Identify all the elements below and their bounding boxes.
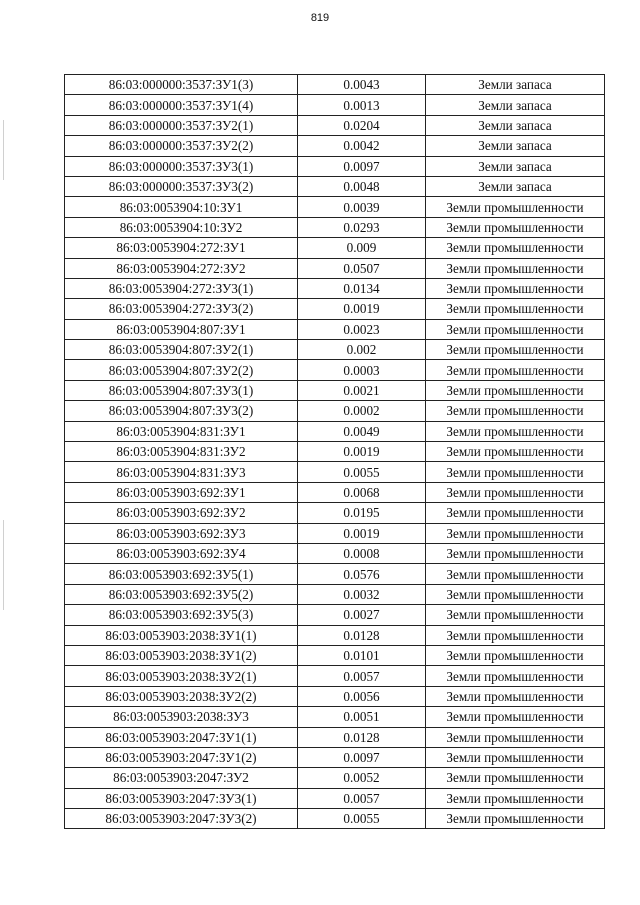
land-category-cell: Земли промышленности xyxy=(426,727,605,747)
cadastral-number-cell: 86:03:000000:3537:ЗУ1(3) xyxy=(65,75,298,95)
table-row xyxy=(65,768,605,788)
area-cell: 0.0052 xyxy=(298,768,426,788)
cadastral-number-cell: 86:03:0053904:807:ЗУ2(2) xyxy=(65,360,298,380)
area-cell: 0.0101 xyxy=(298,645,426,665)
table-row xyxy=(65,727,605,747)
land-category-cell: Земли промышленности xyxy=(426,319,605,339)
land-category-cell: Земли промышленности xyxy=(426,584,605,604)
area-cell: 0.0576 xyxy=(298,564,426,584)
table-row xyxy=(65,625,605,645)
area-cell: 0.0097 xyxy=(298,747,426,767)
area-cell: 0.0039 xyxy=(298,197,426,217)
land-category-cell: Земли промышленности xyxy=(426,707,605,727)
cadastral-number-cell: 86:03:0053903:692:ЗУ3 xyxy=(65,523,298,543)
table-row xyxy=(65,319,605,339)
land-category-cell: Земли промышленности xyxy=(426,564,605,584)
table-row xyxy=(65,605,605,625)
cadastral-number-cell: 86:03:000000:3537:ЗУ3(2) xyxy=(65,176,298,196)
land-category-cell: Земли промышленности xyxy=(426,299,605,319)
area-cell: 0.0019 xyxy=(298,442,426,462)
cadastral-number-cell: 86:03:000000:3537:ЗУ3(1) xyxy=(65,156,298,176)
land-category-cell: Земли запаса xyxy=(426,115,605,135)
land-category-cell: Земли промышленности xyxy=(426,625,605,645)
table-row xyxy=(65,401,605,421)
table-row xyxy=(65,421,605,441)
cadastral-number-cell: 86:03:0053903:2047:ЗУ1(1) xyxy=(65,727,298,747)
cadastral-number-cell: 86:03:0053903:692:ЗУ5(3) xyxy=(65,605,298,625)
area-cell: 0.0097 xyxy=(298,156,426,176)
land-category-cell: Земли запаса xyxy=(426,136,605,156)
land-category-cell: Земли промышленности xyxy=(426,380,605,400)
land-category-cell: Земли промышленности xyxy=(426,217,605,237)
cadastral-number-cell: 86:03:0053903:692:ЗУ5(2) xyxy=(65,584,298,604)
land-category-cell: Земли промышленности xyxy=(426,543,605,563)
area-cell: 0.0056 xyxy=(298,686,426,706)
cadastral-number-cell: 86:03:0053904:272:ЗУ1 xyxy=(65,238,298,258)
area-cell: 0.0051 xyxy=(298,707,426,727)
page-number: 819 xyxy=(310,12,330,24)
land-category-cell: Земли промышленности xyxy=(426,768,605,788)
land-category-cell: Земли промышленности xyxy=(426,747,605,767)
cadastral-number-cell: 86:03:0053903:692:ЗУ2 xyxy=(65,503,298,523)
table-row xyxy=(65,788,605,808)
land-category-cell: Земли промышленности xyxy=(426,442,605,462)
table-row xyxy=(65,197,605,217)
area-cell: 0.0055 xyxy=(298,809,426,829)
table-row xyxy=(65,217,605,237)
land-category-cell: Земли промышленности xyxy=(426,197,605,217)
area-cell: 0.0507 xyxy=(298,258,426,278)
cadastral-number-cell: 86:03:0053904:807:ЗУ3(1) xyxy=(65,380,298,400)
table-row xyxy=(65,462,605,482)
land-category-cell: Земли промышленности xyxy=(426,686,605,706)
cadastral-number-cell: 86:03:0053903:2038:ЗУ2(1) xyxy=(65,666,298,686)
cadastral-number-cell: 86:03:0053904:272:ЗУ2 xyxy=(65,258,298,278)
land-category-cell: Земли запаса xyxy=(426,176,605,196)
table-row xyxy=(65,564,605,584)
table-row xyxy=(65,809,605,829)
land-category-cell: Земли промышленности xyxy=(426,666,605,686)
table-row xyxy=(65,747,605,767)
table-row xyxy=(65,543,605,563)
area-cell: 0.0027 xyxy=(298,605,426,625)
table-row xyxy=(65,238,605,258)
table-row xyxy=(65,645,605,665)
cadastral-number-cell: 86:03:000000:3537:ЗУ2(1) xyxy=(65,115,298,135)
cadastral-number-cell: 86:03:0053903:2038:ЗУ2(2) xyxy=(65,686,298,706)
table-row xyxy=(65,707,605,727)
table-row xyxy=(65,278,605,298)
table-row xyxy=(65,299,605,319)
area-cell: 0.0023 xyxy=(298,319,426,339)
area-cell: 0.0048 xyxy=(298,176,426,196)
area-cell: 0.0021 xyxy=(298,380,426,400)
area-cell: 0.0042 xyxy=(298,136,426,156)
cadastral-number-cell: 86:03:0053903:2038:ЗУ3 xyxy=(65,707,298,727)
table-row xyxy=(65,75,605,95)
area-cell: 0.0002 xyxy=(298,401,426,421)
land-category-cell: Земли промышленности xyxy=(426,278,605,298)
cadastral-number-cell: 86:03:0053903:2047:ЗУ2 xyxy=(65,768,298,788)
area-cell: 0.0293 xyxy=(298,217,426,237)
area-cell: 0.0195 xyxy=(298,503,426,523)
land-parcels-table xyxy=(64,74,605,829)
scan-edge-line xyxy=(3,120,4,180)
area-cell: 0.0019 xyxy=(298,299,426,319)
land-category-cell: Земли промышленности xyxy=(426,462,605,482)
land-category-cell: Земли запаса xyxy=(426,156,605,176)
land-category-cell: Земли промышленности xyxy=(426,401,605,421)
area-cell: 0.0128 xyxy=(298,727,426,747)
cadastral-number-cell: 86:03:0053903:2047:ЗУ3(1) xyxy=(65,788,298,808)
area-cell: 0.0055 xyxy=(298,462,426,482)
area-cell: 0.0032 xyxy=(298,584,426,604)
area-cell: 0.0057 xyxy=(298,788,426,808)
table-row xyxy=(65,442,605,462)
cadastral-number-cell: 86:03:0053903:2047:ЗУ3(2) xyxy=(65,809,298,829)
table-row xyxy=(65,258,605,278)
land-category-cell: Земли запаса xyxy=(426,95,605,115)
land-category-cell: Земли промышленности xyxy=(426,238,605,258)
table-row xyxy=(65,360,605,380)
area-cell: 0.002 xyxy=(298,340,426,360)
cadastral-number-cell: 86:03:0053903:2047:ЗУ1(2) xyxy=(65,747,298,767)
table-row xyxy=(65,686,605,706)
land-category-cell: Земли промышленности xyxy=(426,258,605,278)
area-cell: 0.0134 xyxy=(298,278,426,298)
area-cell: 0.0008 xyxy=(298,543,426,563)
table-row xyxy=(65,666,605,686)
cadastral-number-cell: 86:03:0053903:692:ЗУ5(1) xyxy=(65,564,298,584)
area-cell: 0.0019 xyxy=(298,523,426,543)
land-category-cell: Земли промышленности xyxy=(426,523,605,543)
cadastral-number-cell: 86:03:0053903:692:ЗУ1 xyxy=(65,482,298,502)
table-row xyxy=(65,95,605,115)
area-cell: 0.0057 xyxy=(298,666,426,686)
table-row xyxy=(65,156,605,176)
land-category-cell: Земли промышленности xyxy=(426,788,605,808)
table-row xyxy=(65,115,605,135)
cadastral-number-cell: 86:03:0053904:831:ЗУ1 xyxy=(65,421,298,441)
table-row xyxy=(65,340,605,360)
land-category-cell: Земли промышленности xyxy=(426,809,605,829)
cadastral-number-cell: 86:03:0053903:2038:ЗУ1(2) xyxy=(65,645,298,665)
land-category-cell: Земли промышленности xyxy=(426,503,605,523)
area-cell: 0.0128 xyxy=(298,625,426,645)
area-cell: 0.0013 xyxy=(298,95,426,115)
cadastral-number-cell: 86:03:0053904:807:ЗУ2(1) xyxy=(65,340,298,360)
table-row xyxy=(65,176,605,196)
table-row xyxy=(65,523,605,543)
cadastral-number-cell: 86:03:0053904:807:ЗУ3(2) xyxy=(65,401,298,421)
area-cell: 0.009 xyxy=(298,238,426,258)
cadastral-number-cell: 86:03:0053903:2038:ЗУ1(1) xyxy=(65,625,298,645)
cadastral-number-cell: 86:03:0053904:807:ЗУ1 xyxy=(65,319,298,339)
cadastral-number-cell: 86:03:0053904:10:ЗУ1 xyxy=(65,197,298,217)
table-row xyxy=(65,380,605,400)
land-category-cell: Земли промышленности xyxy=(426,340,605,360)
cadastral-number-cell: 86:03:000000:3537:ЗУ1(4) xyxy=(65,95,298,115)
land-category-cell: Земли запаса xyxy=(426,75,605,95)
land-category-cell: Земли промышленности xyxy=(426,482,605,502)
scan-edge-line xyxy=(3,520,4,610)
land-category-cell: Земли промышленности xyxy=(426,605,605,625)
area-cell: 0.0204 xyxy=(298,115,426,135)
land-category-cell: Земли промышленности xyxy=(426,421,605,441)
cadastral-number-cell: 86:03:0053904:10:ЗУ2 xyxy=(65,217,298,237)
cadastral-number-cell: 86:03:0053904:272:ЗУ3(1) xyxy=(65,278,298,298)
area-cell: 0.0043 xyxy=(298,75,426,95)
cadastral-number-cell: 86:03:0053904:831:ЗУ3 xyxy=(65,462,298,482)
area-cell: 0.0049 xyxy=(298,421,426,441)
area-cell: 0.0003 xyxy=(298,360,426,380)
cadastral-number-cell: 86:03:0053904:272:ЗУ3(2) xyxy=(65,299,298,319)
table-row xyxy=(65,503,605,523)
land-category-cell: Земли промышленности xyxy=(426,360,605,380)
cadastral-number-cell: 86:03:0053904:831:ЗУ2 xyxy=(65,442,298,462)
table-row xyxy=(65,584,605,604)
table-row xyxy=(65,482,605,502)
land-category-cell: Земли промышленности xyxy=(426,645,605,665)
cadastral-number-cell: 86:03:0053903:692:ЗУ4 xyxy=(65,543,298,563)
area-cell: 0.0068 xyxy=(298,482,426,502)
table-body xyxy=(65,75,605,829)
table-row xyxy=(65,136,605,156)
cadastral-number-cell: 86:03:000000:3537:ЗУ2(2) xyxy=(65,136,298,156)
